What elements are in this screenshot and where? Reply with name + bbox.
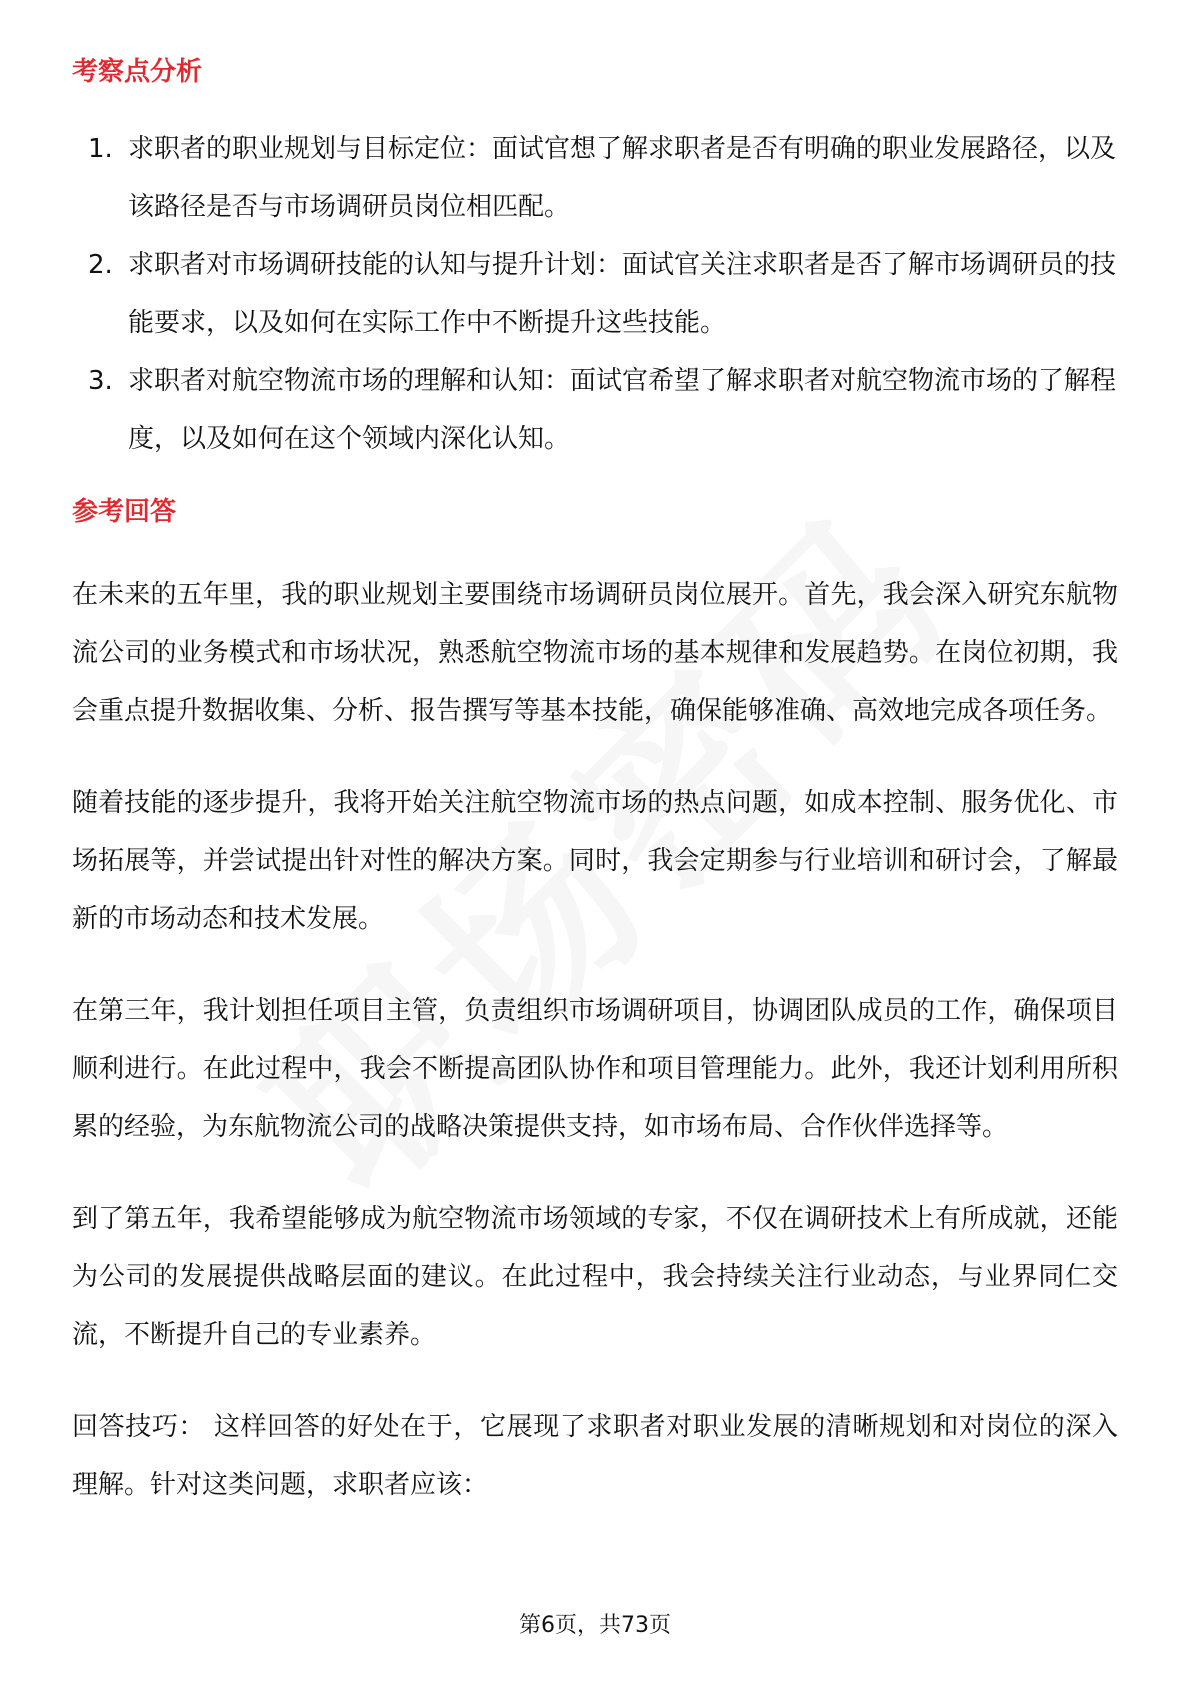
content (72, 48, 1118, 1514)
list-item-text: 求职者对航空物流市场的理解和认知：面试官希望了解求职者对航空物流市场的了解程度，以及如何在这个领域内深化认知。 (128, 366, 1117, 454)
list-item-number: 3. (88, 366, 113, 396)
analysis-heading: 考察点分析 (72, 57, 203, 87)
answer-paragraph: 随着技能的逐步提升，我将开始关注航空物流市场的热点问题，如成本控制、服务优化、市场拓展等，并尝试提出针对性的解决方案。同时，我会定期参与行业培训和研讨会，了解最新的市场动态和技术发展。 (72, 788, 1118, 934)
list-item (72, 352, 1118, 468)
list-item-number: 1. (88, 134, 113, 164)
page-number: 第6页，共73页 (519, 1613, 671, 1638)
answer-heading: 参考回答 (72, 497, 177, 527)
answer-tip-paragraph: 回答技巧： 这样回答的好处在于，它展现了求职者对职业发展的清晰规划和对岗位的深入理解。针对这类问题，求职者应该： (72, 1412, 1118, 1500)
list-item-text: 求职者对市场调研技能的认知与提升计划：面试官关注求职者是否了解市场调研员的技能要求，以及如何在实际工作中不断提升这些技能。 (128, 250, 1117, 338)
list-item (72, 120, 1118, 236)
list-item (72, 236, 1118, 352)
list-item-number: 2. (88, 250, 113, 280)
answer-paragraph: 到了第五年，我希望能够成为航空物流市场领域的专家，不仅在调研技术上有所成就，还能为公司的发展提供战略层面的建议。在此过程中，我会持续关注行业动态，与业界同仁交流，不断提升自己的专业素养。 (72, 1204, 1118, 1350)
analysis-list (72, 120, 1118, 468)
list-item-text: 求职者的职业规划与目标定位：面试官想了解求职者是否有明确的职业发展路径，以及该路径是否与市场调研员岗位相匹配。 (128, 134, 1117, 222)
answer-paragraph: 在第三年，我计划担任项目主管，负责组织市场调研项目，协调团队成员的工作，确保项目顺利进行。在此过程中，我会不断提高团队协作和项目管理能力。此外，我还计划利用所积累的经验，为东航物流公司的战略决策提供支持，如市场布局、合作伙伴选择等。 (72, 996, 1118, 1142)
answer-paragraph: 在未来的五年里，我的职业规划主要围绕市场调研员岗位展开。首先，我会深入研究东航物流公司的业务模式和市场状况，熟悉航空物流市场的基本规律和发展趋势。在岗位初期，我会重点提升数据收集、分析、报告撰写等基本技能，确保能够准确、高效地完成各项任务。 (72, 580, 1118, 726)
answer-section (72, 488, 1118, 536)
